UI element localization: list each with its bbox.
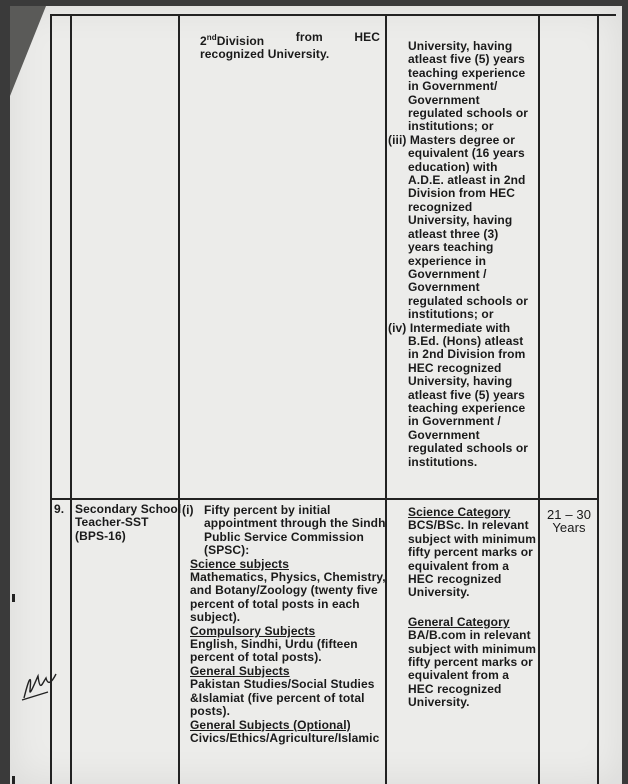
top-qualification-line: in Government / [408,414,501,429]
general-category-line-4: equivalent from a [408,668,510,683]
top-qualification-line: (iii) Masters degree or [388,132,516,147]
top-qualification-line: experience in [408,253,487,268]
table-top-border [50,14,616,16]
serial-number: 9. [54,502,65,516]
general-category-heading: General Category [408,614,510,629]
compulsory-line-1: English, Sindhi, Urdu (fifteen [190,637,358,652]
top-method-line-1: 2ndDivision from HEC [200,30,380,48]
general-category-line-1: BA/B.com in relevant [408,628,531,643]
column-line-5 [538,14,540,784]
top-qualification-line: years teaching [408,240,494,255]
column-line-4 [385,14,387,784]
optional-line-1: Civics/Ethics/Agriculture/Islamic [190,730,380,745]
age-limit-cell [542,508,596,535]
science-line-2: and Botany/Zoology (twenty five [190,583,378,598]
top-qualification-line: Division from HEC [408,186,516,201]
top-method-cell [200,31,380,62]
column-line-3 [178,14,180,784]
margin-mark [12,776,15,784]
science-category-line-3: fifty percent marks or [408,545,533,560]
compulsory-line-2: percent of total posts). [190,650,322,665]
qualification-cell [408,506,536,710]
top-qualification-line: teaching experience [408,65,526,80]
general-category-line-2: subject with minimum [408,641,537,656]
top-qualification-line: HEC recognized [408,360,502,375]
post-title-line-1: Secondary School [75,502,182,516]
general-category-line-6: University. [408,695,470,710]
top-qualification-line: Government [408,427,480,442]
top-qualification-line: teaching experience [408,400,526,415]
top-qualification-line: atleast five (5) years [408,387,525,402]
science-category-line-6: University. [408,585,470,600]
top-qualification-line: Government [408,280,480,295]
science-category-line-4: equivalent from a [408,558,510,573]
science-category-line-2: subject with minimum [408,531,537,546]
top-qualification-line: University, having [408,213,513,228]
top-qualification-line: regulated schools or [408,106,529,121]
science-category-heading: Science Category [408,505,511,519]
general-category-line-5: HEC recognized [408,681,502,696]
age-range: 21 – 30 [546,507,592,522]
top-qualification-line: in 2nd Division from [408,347,526,362]
top-qualification-line: equivalent (16 years [408,146,525,161]
top-qualification-line: B.Ed. (Hons) atleast [408,333,524,348]
top-qualification-line: in Government/ [408,79,498,94]
science-line-3: percent of total posts in each [190,596,360,611]
science-category-line-1: BCS/BSc. In relevant [408,518,529,533]
top-qualification-cell [388,40,536,469]
method-intro-line-1: Fifty percent by initial [204,503,331,517]
method-intro-line-3: Public Service Commission [204,529,364,544]
top-qualification-line: Government / [408,266,487,281]
top-qualification-line: regulated schools or [408,441,529,456]
method-intro-line-4: (SPSC): [204,543,250,558]
method-intro-line-2: appointment through the Sindh [204,516,386,531]
top-qualification-line: University, having [408,39,513,53]
optional-subjects-heading: General Subjects (Optional) [190,717,351,732]
method-item-number: (i) [182,503,194,517]
top-qualification-line: recognized [408,199,473,214]
column-line-6 [597,14,599,784]
top-qualification-line: education) with [408,159,498,174]
column-line-2 [70,14,72,784]
top-method-line-2: recognized University. [200,47,330,62]
top-qualification-lines [388,40,536,469]
general-subjects-heading: General Subjects [190,663,290,678]
row-divider [50,498,599,500]
top-qualification-line: regulated schools or [408,293,529,308]
handwritten-signature [18,662,62,706]
general-line-3: posts). [190,704,231,719]
top-qualification-line: institutions. [408,454,478,469]
top-qualification-line: atleast five (5) years [408,52,525,67]
age-unit: Years [552,520,586,536]
top-qualification-line: (iv) Intermediate with [388,320,511,335]
top-qualification-line: institutions; or [408,119,494,134]
document-page [10,6,622,784]
top-qualification-line: atleast three (3) [408,226,499,241]
top-qualification-line: Government [408,92,480,107]
compulsory-subjects-heading: Compulsory Subjects [190,623,316,638]
post-title-line-2: Teacher-SST [75,515,149,530]
science-line-4: subject). [190,610,241,625]
post-title-line-3: (BPS-16) [75,528,126,543]
general-line-2: &Islamiat (five percent of total [190,690,365,705]
appointment-method-cell [182,503,386,745]
science-line-1: Mathematics, Physics, Chemistry, [190,570,386,585]
margin-mark [12,594,15,602]
top-qualification-line: institutions; or [408,307,494,322]
general-category-line-3: fifty percent marks or [408,655,533,670]
top-qualification-line: A.D.E. atleast in 2nd [408,173,526,188]
general-line-1: Pakistan Studies/Social Studies [190,677,375,692]
science-subjects-heading: Science subjects [190,556,289,571]
post-title-cell [75,502,182,543]
science-category-line-5: HEC recognized [408,572,502,587]
top-qualification-line: University, having [408,374,513,389]
page-fold-shadow [10,6,46,96]
